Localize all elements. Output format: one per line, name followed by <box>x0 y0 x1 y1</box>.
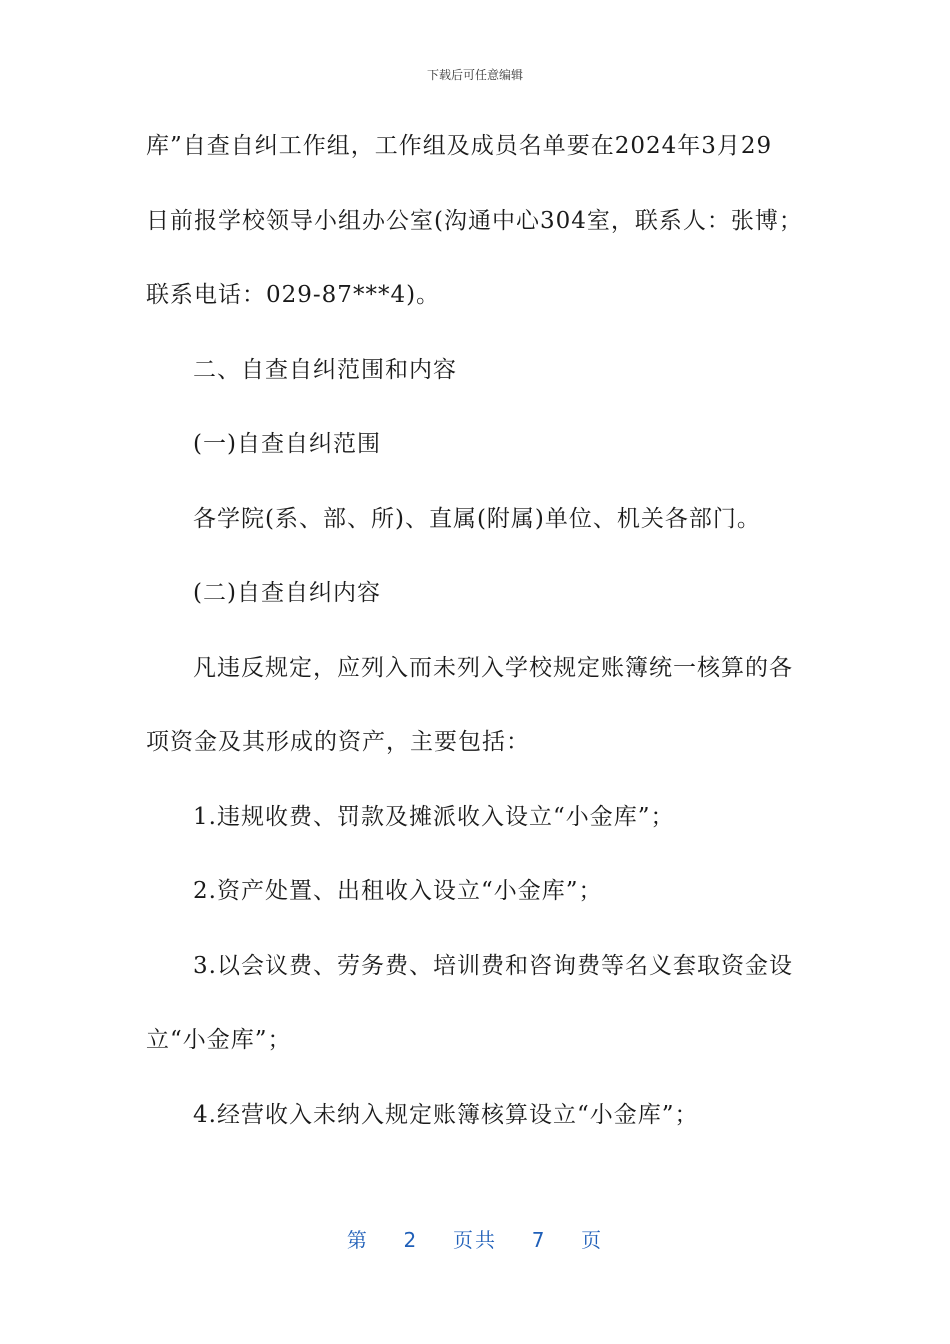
list-item: 4.经营收入未纳入规定账簿核算设立“小金库”； <box>193 1101 699 1128</box>
list-item: 2.资产处置、出租收入设立“小金库”； <box>193 878 603 904</box>
footer-suffix: 页 <box>581 1228 604 1252</box>
list-item-continuation: 立“小金库”； <box>146 1027 292 1053</box>
document-body <box>146 127 806 1170</box>
subsection-heading: (一)自查自纠范围 <box>193 431 381 457</box>
footer-prefix: 第 <box>346 1228 369 1252</box>
subsection-heading: (二)自查自纠内容 <box>193 580 381 606</box>
paragraph-line: 库”自查自纠工作组，工作组及成员名单要在2024年3月29 <box>146 133 773 159</box>
footer-current-page: 2 <box>403 1228 419 1252</box>
page-number-footer <box>0 1224 950 1253</box>
paragraph-line: 项资金及其形成的资产，主要包括： <box>146 729 530 755</box>
list-item: 3.以会议费、劳务费、培训费和咨询费等名义套取资金设 <box>193 952 793 979</box>
paragraph-line: 凡违反规定，应列入而未列入学校规定账簿统一核算的各 <box>193 654 793 681</box>
paragraph-line: 日前报学校领导小组办公室(沟通中心304室，联系人：张博； <box>146 207 803 234</box>
paragraph-line: 联系电话：029-87***4)。 <box>146 282 441 308</box>
list-item: 1.违规收费、罚款及摊派收入设立“小金库”； <box>193 803 675 830</box>
paragraph-line: 各学院(系、部、所)、直属(附属)单位、机关各部门。 <box>193 505 761 532</box>
page-header-note: 下载后可任意编辑 <box>426 68 523 82</box>
footer-total-pages: 7 <box>531 1228 547 1252</box>
footer-middle: 页共 <box>453 1228 497 1252</box>
section-heading: 二、自查自纠范围和内容 <box>193 356 457 383</box>
